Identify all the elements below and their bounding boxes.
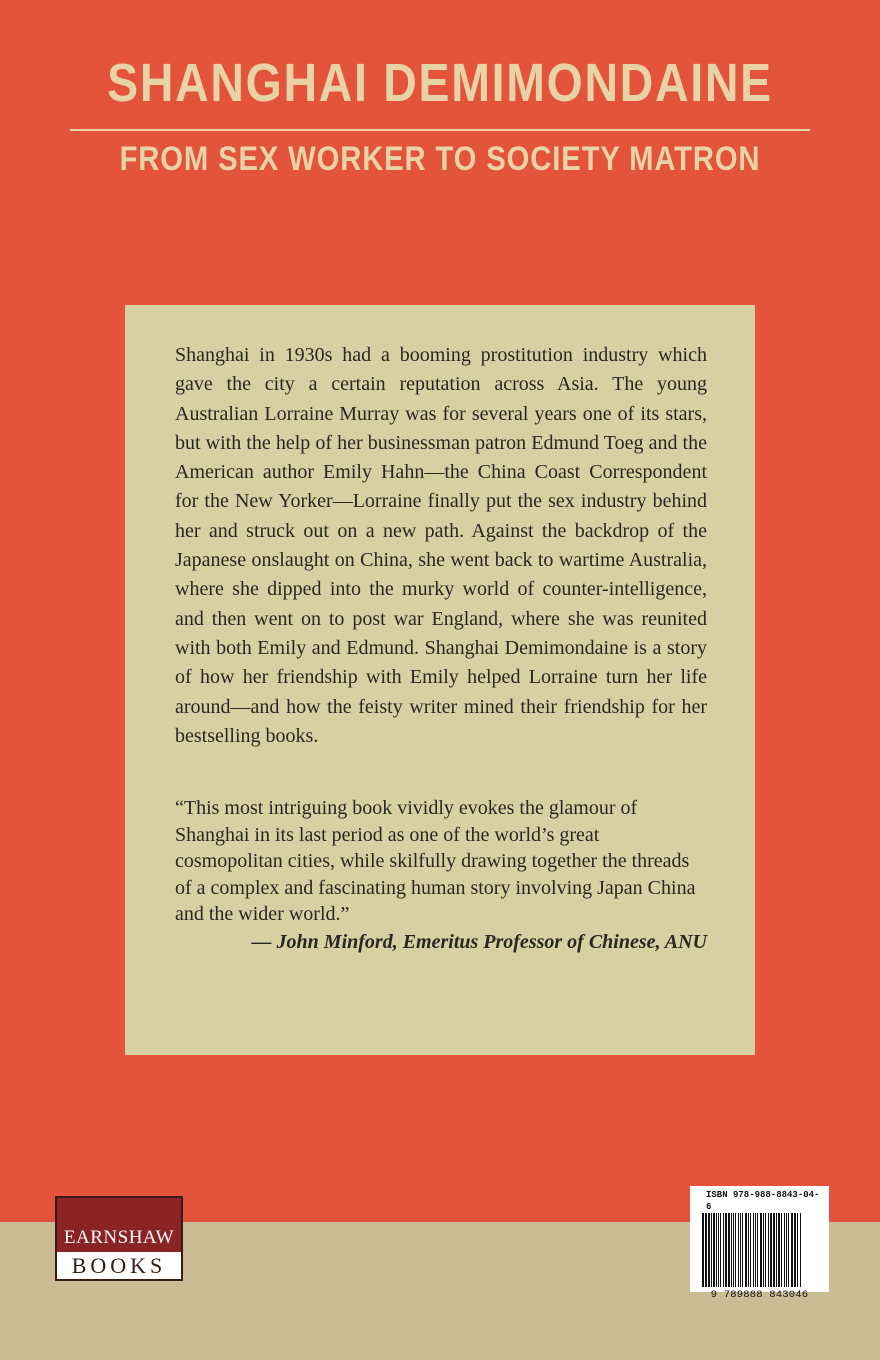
barcode-bar xyxy=(708,1213,710,1287)
barcode-bar xyxy=(728,1213,730,1287)
barcode-bar xyxy=(776,1213,777,1287)
barcode-bar xyxy=(755,1213,756,1287)
book-title: SHANGHAI DEMIMONDAINE xyxy=(107,53,773,113)
barcode-bar xyxy=(794,1213,796,1287)
book-description: Shanghai in 1930s had a booming prostitution industry which gave the city a certain reputation across Asia. The young Australian Lorraine Murray was for several years one of its stars, but with the help of her businessman patron Edmund Toeg and the American author Emily Hahn—the China Coast Correspondent for the New Yorker—Lorraine finally put the sex industry behind her and struck out on a new path. Against the backdrop of the Japanese onslaught on China, she went back to wartime Australia, where she dipped into the murky world of counter-intelligence, and then went on to post war England, where she was reunited with both Emily and Edmund. Shanghai Demimondaine is a story of how her friendship with Emily helped Lorraine turn her life around—and how the feisty writer mined their friendship for her bestselling books. xyxy=(175,344,707,747)
barcode-bar xyxy=(702,1213,704,1287)
book-subtitle: FROM SEX WORKER TO SOCIETY MATRON xyxy=(119,140,761,178)
barcode-bar xyxy=(745,1213,747,1287)
barcode-bar xyxy=(731,1213,732,1287)
barcode-bar xyxy=(713,1213,715,1287)
barcode-bar xyxy=(788,1213,789,1287)
quote-attribution: — John Minford, Emeritus Professor of Chinese, ANU xyxy=(251,930,707,953)
barcode-bar xyxy=(705,1213,707,1287)
barcode-bar xyxy=(742,1213,743,1287)
isbn-label: ISBN 978-988-8843-04-6 xyxy=(706,1190,820,1212)
barcode-bar xyxy=(770,1213,772,1287)
barcode-bar xyxy=(733,1213,734,1287)
barcode-bar xyxy=(750,1213,751,1287)
barcode-bar xyxy=(763,1213,764,1287)
barcode-bar xyxy=(753,1213,754,1287)
barcode-bar xyxy=(748,1213,749,1287)
barcode-bar xyxy=(738,1213,739,1287)
review-quote: “This most intriguing book vividly evokes the glamour of Shanghai in its last period as one of the world’s great cosmopolitan cities, while skilfully drawing together the threads of a complex and fascinating human story involving Japan China and the wider world.” xyxy=(175,797,696,926)
publisher-logo-name: EARNSHAW xyxy=(57,1198,181,1252)
barcode-bar xyxy=(720,1213,721,1287)
barcode-bar xyxy=(800,1213,801,1287)
title-divider xyxy=(70,129,810,131)
barcode-bars xyxy=(696,1213,823,1289)
barcode-bar xyxy=(735,1213,736,1287)
barcode-bar xyxy=(723,1213,724,1287)
barcode-bar xyxy=(760,1213,762,1287)
barcode-bar xyxy=(786,1213,787,1287)
barcode-bar xyxy=(757,1213,758,1287)
barcode-bar xyxy=(711,1213,712,1287)
barcode-bar xyxy=(765,1213,766,1287)
barcode-bar xyxy=(778,1213,780,1287)
blurb-panel xyxy=(125,305,755,1055)
barcode-bar xyxy=(768,1213,769,1287)
barcode-bar xyxy=(773,1213,775,1287)
barcode-bar xyxy=(740,1213,741,1287)
barcode-bar xyxy=(781,1213,782,1287)
barcode-bar xyxy=(718,1213,719,1287)
barcode-digits: 9 789888 843046 xyxy=(710,1289,809,1301)
barcode-bar xyxy=(791,1213,793,1287)
publisher-logo xyxy=(55,1196,183,1281)
publisher-logo-books: BOOKS xyxy=(57,1252,181,1279)
barcode-bar xyxy=(797,1213,798,1287)
barcode-bar xyxy=(716,1213,717,1287)
barcode-bar xyxy=(784,1213,785,1287)
barcode-bar xyxy=(725,1213,727,1287)
isbn-barcode xyxy=(690,1186,829,1301)
